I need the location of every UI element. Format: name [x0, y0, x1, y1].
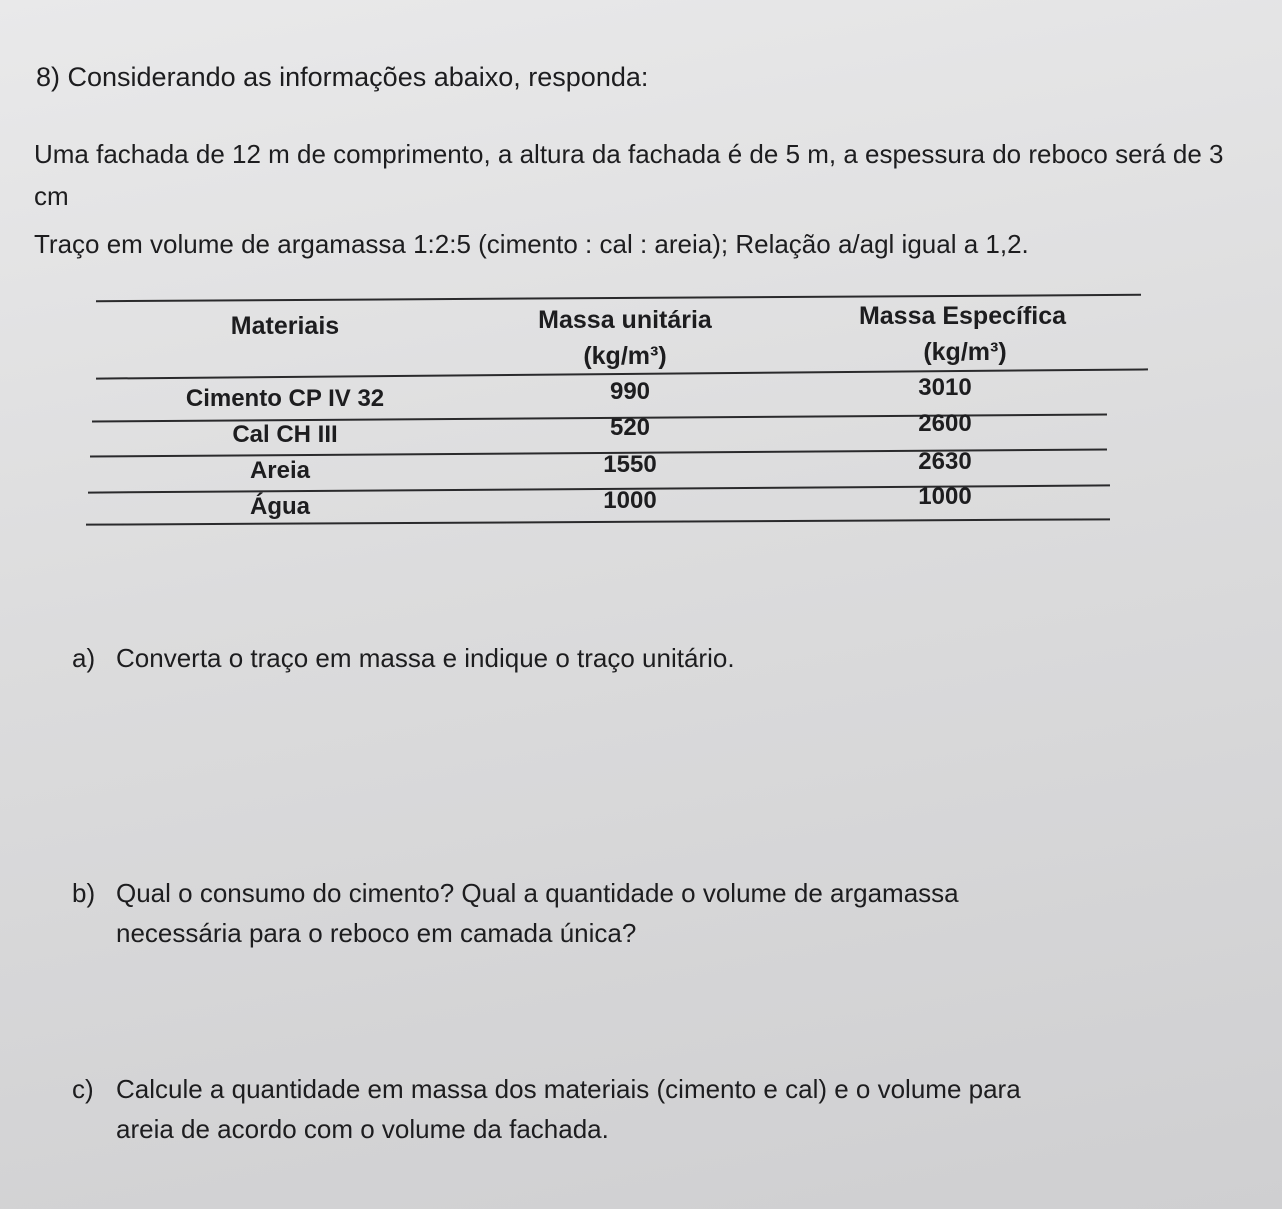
question-paragraph-facade: Uma fachada de 12 m de comprimento, a altura da fachada é de 5 m, a espessura do reboco será de 3 cm — [34, 139, 1224, 211]
table-top-rule — [96, 294, 1141, 302]
item-a-label: a) — [72, 643, 96, 673]
question-paragraph-mix: Traço em volume de argamassa 1:2:5 (cimento : cal : areia); Relação a/agl igual a 1,2. — [34, 229, 1029, 259]
header-specific-mass: Massa Específica — [858, 302, 1067, 330]
cell-specific-mass-lime: 2600 — [918, 410, 972, 437]
cell-specific-mass-cement: 3010 — [918, 374, 972, 401]
cell-unit-mass-cement: 990 — [609, 378, 651, 405]
cell-unit-mass-lime: 520 — [609, 414, 651, 441]
item-c — [72, 1069, 1262, 1149]
item-c-line2: areia de acordo com o volume da fachada. — [116, 1114, 609, 1144]
item-c-label: c) — [72, 1074, 94, 1104]
item-b — [72, 873, 1222, 953]
cell-material-water: Água — [250, 493, 310, 520]
cell-specific-mass-sand: 2630 — [918, 448, 972, 475]
item-c-line1: Calcule a quantidade em massa dos materiais (cimento e cal) e o volume para — [116, 1074, 1021, 1104]
cell-material-lime: Cal CH III — [232, 421, 338, 448]
materials-table — [0, 0, 1282, 560]
header-specific-mass-unit: (kg/m³) — [923, 338, 1007, 366]
header-materials: Materiais — [230, 312, 340, 340]
item-a-text: Converta o traço em massa e indique o traço unitário. — [116, 643, 735, 673]
item-a — [72, 643, 735, 674]
item-b-line1: Qual o consumo do cimento? Qual a quantidade o volume de argamassa — [116, 878, 959, 908]
cell-unit-mass-sand: 1550 — [603, 451, 657, 478]
cell-specific-mass-water: 1000 — [918, 483, 972, 510]
item-b-line2: necessária para o reboco em camada única? — [116, 918, 637, 948]
cell-material-cement: Cimento CP IV 32 — [185, 385, 385, 412]
cell-unit-mass-water: 1000 — [603, 487, 657, 514]
question-title: 8) Considerando as informações abaixo, responda: — [36, 62, 649, 92]
header-unit-mass-unit: (kg/m³) — [583, 342, 667, 370]
cell-material-sand: Areia — [249, 457, 311, 484]
item-b-label: b) — [72, 878, 96, 908]
header-unit-mass: Massa unitária — [538, 306, 712, 334]
